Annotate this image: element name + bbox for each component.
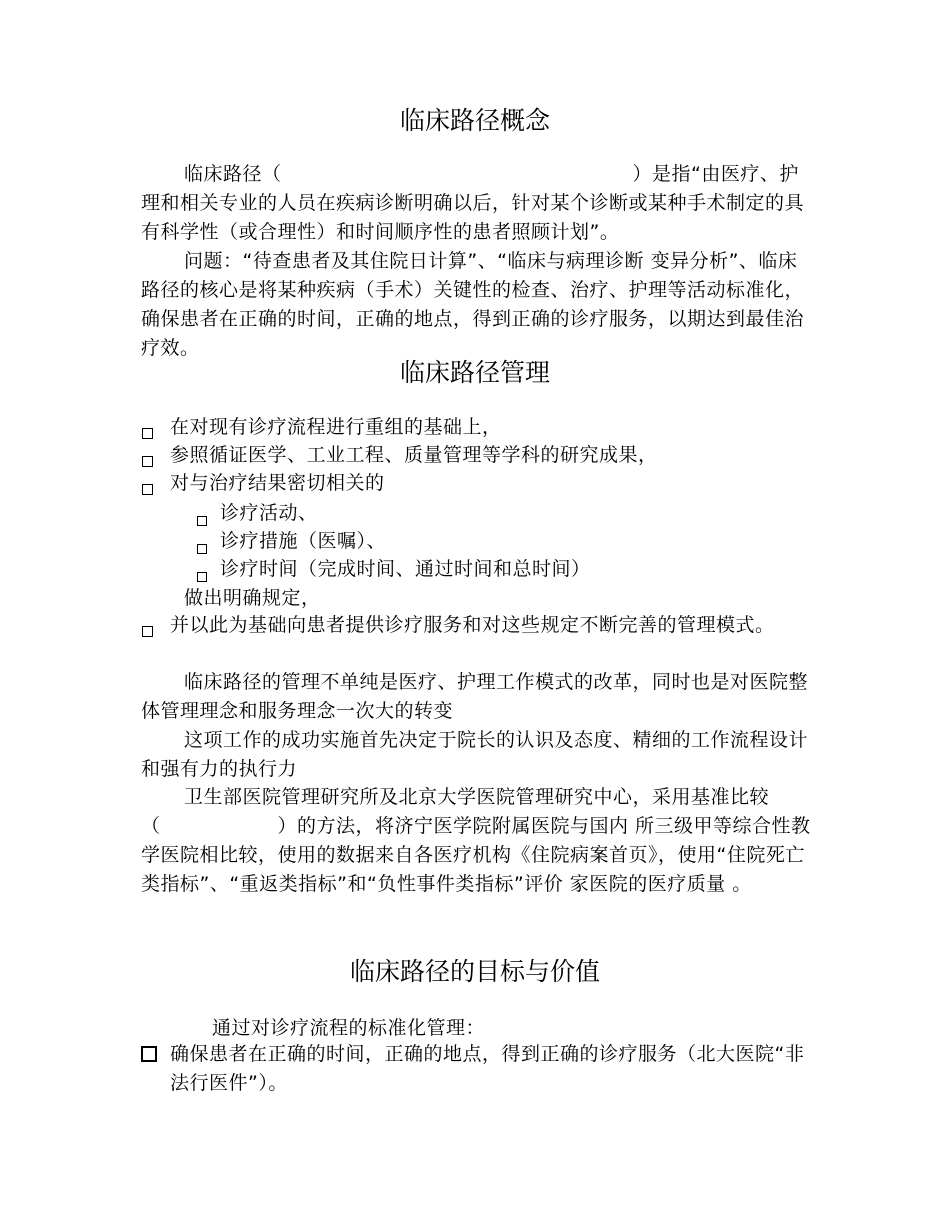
management-sub-bullet-2: 诊疗措施（医嘱）、 — [220, 530, 387, 552]
checkbox-icon — [142, 626, 153, 637]
checkbox-icon — [142, 456, 153, 467]
management-bullet-2: 参照循证医学、工业工程、质量管理等学科的研究成果， — [170, 444, 658, 466]
management-conclusion: 做出明确规定， — [184, 587, 321, 609]
goal-bullet-1: 确保患者在正确的时间，正确的地点，得到正确的诊疗服务（北大医院“非法行医件”）。 — [170, 1043, 805, 1094]
management-bullet-1: 在对现有诊疗流程进行重组的基础上， — [170, 416, 502, 438]
checkbox-icon — [197, 572, 207, 582]
section-title-concept: 临床路径概念 — [399, 106, 550, 135]
concept-paragraph-1: 临床路径（ ）是指“由医疗、护理和相关专业的人员在疾病诊断明确以后，针对某个诊断或某种手术制定的具有科学性（或合理性）和时间顺序性的患者照顾计划”。 — [141, 163, 805, 243]
management-bullet-3: 对与治疗结果密切相关的 — [170, 472, 385, 494]
management-bullet-4: 并以此为基础向患者提供诊疗服务和对这些规定不断完善的管理模式。 — [170, 614, 775, 636]
section-title-management: 临床路径管理 — [399, 358, 550, 387]
management-paragraph-2: 这项工作的成功实施首先决定于院长的认识及态度、精细的工作流程设计和强有力的执行力 — [141, 729, 809, 780]
management-sub-bullet-3: 诊疗时间（完成时间、通过时间和总时间） — [220, 558, 591, 580]
checkbox-icon — [141, 1046, 157, 1062]
section-title-goal: 临床路径的目标与价值 — [349, 957, 600, 986]
management-sub-bullet-1: 诊疗活动、 — [220, 502, 318, 524]
management-paragraph-3: 卫生部医院管理研究所及北京大学医院管理研究中心，采用基准比较（ ）的方法，将济宁医学院附属医院与国内 所三级甲等综合性教学医院相比较，使用的数据来自各医疗机构《住院病案首页》，使用“住院死亡类指标”、“重返类指标”和“负性事件类指标”评价 家医院的医疗质量 。 — [141, 786, 811, 895]
management-paragraph-1: 临床路径的管理不单纯是医疗、护理工作模式的改革，同时也是对医院整体管理理念和服务理念一次大的转变 — [141, 671, 809, 722]
checkbox-icon — [142, 428, 153, 439]
concept-paragraph-2: 问题：“待查患者及其住院日计算”、“临床与病理诊断 变异分析”、临床路径的核心是将某种疾病（手术）关键性的检查、治疗、护理等活动标准化，确保患者在正确的时间，正确的地点，得到正确的诊疗服务，以期达到最佳治疗效。 — [141, 250, 805, 359]
goal-intro: 通过对诊疗流程的标准化管理： — [212, 1017, 486, 1039]
checkbox-icon — [142, 484, 153, 495]
checkbox-icon — [197, 544, 207, 554]
checkbox-icon — [197, 516, 207, 526]
